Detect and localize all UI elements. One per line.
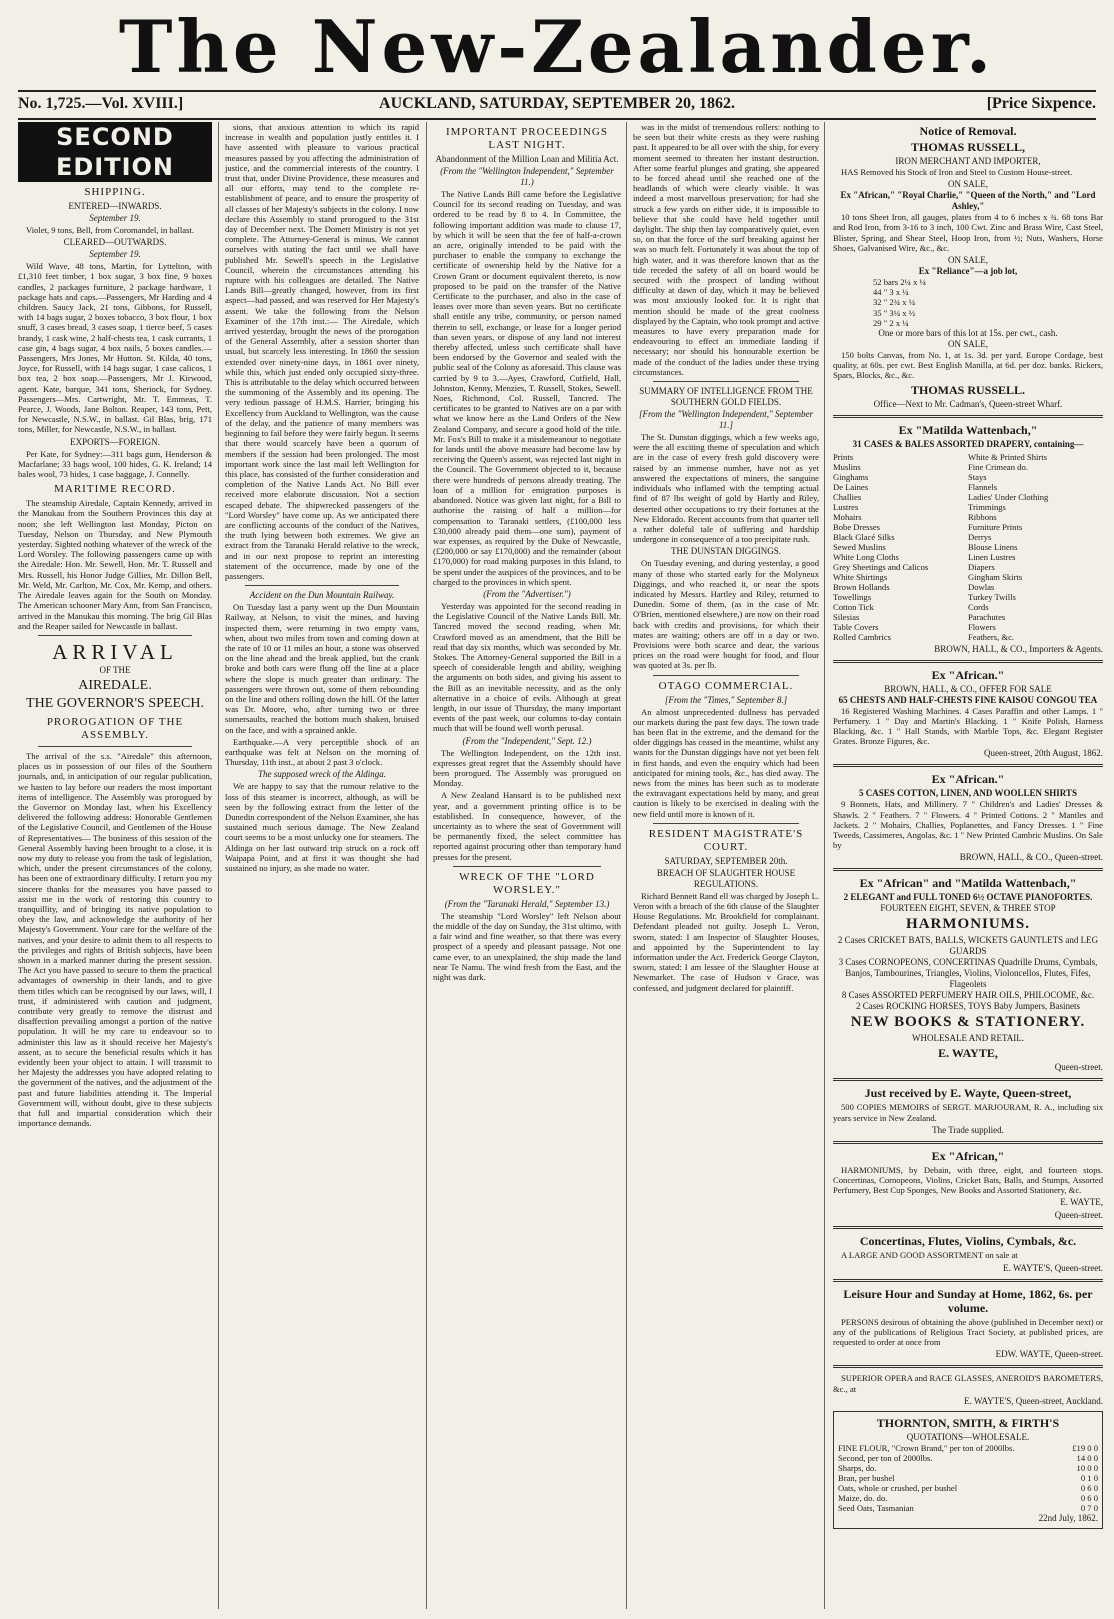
summary-source: [From the "Wellington Independent," September 11.]: [638, 409, 814, 431]
notice-of-removal: Notice of Removal.: [919, 124, 1017, 138]
list-item: De Laines: [833, 481, 869, 492]
resident-date: SATURDAY, SEPTEMBER 20th.: [664, 855, 788, 866]
entered-heading: ENTERED—INWARDS.: [68, 201, 162, 211]
wreck-heading: WRECK OF THE "LORD WORSLEY.": [459, 870, 595, 896]
on-sale-label: ON SALE,: [948, 339, 988, 350]
concertinas-text: A LARGE AND GOOD ASSORTMENT on sale at: [841, 1250, 1018, 1261]
masthead: [0, 4, 1114, 89]
divider: [38, 746, 192, 747]
column-4-body: was in the midst of tremendous rollers: nothing to be seen but their white crests as they were rushing past. It appeared to be all over with the ship, for every moment seemed to threaten her instant destruction. After some fearful plunges and grating, she appeared to be forced ahead until she reached one of the headlands of which were clearly visible. It was indeed a most marvellous preservation; for had she struck a few yards on either side, it is impossible to believe that she could have held together until daylight. The ship then lay comparatively quiet, even so, on that the force of the surf breaking against her was so much felt. Fortunately it was about the top of high water, and it was therefore known that as the tide receded the safety of all on board would be secured with the prospect of landing without difficulty at dawn of day, which it may be believed was most anxiously looked for. It is right that mention should be made of the great coolness displayed by the Captain, who took prompt and active measures to have every preparation made for endeavouring to effect an immediate landing if necessary; nor should his honourable exertion be made of the conduct of the ladies under these trying circumstances.: [633, 122, 819, 377]
advertiser-body: Yesterday was appointed for the second reading in the Legislative Council of the Native Lands Bill. Mr. Tancred moved the second reading, when Mr. Crawford moved as an amendment, that the Bill be read that day six months, which was seconded by Mr. Stokes. The Attorney-General supported the Bill in a speech of considerable length and ability, weighing the arguments on both sides, and giving his assent to the Bill as an inevitable necessity, and as the only alternative in a choice of evils. Although at great length, in our issue of Thursday, the many important events of the past week, our columns to-day contain much that will be found well worth perusal.: [433, 600, 621, 734]
books-heading: NEW BOOKS & STATIONERY.: [850, 1014, 1086, 1031]
list-item: Derrys: [968, 531, 992, 542]
resident-heading: RESIDENT MAGISTRATE'S COURT.: [648, 827, 804, 853]
table-row: [838, 1453, 1098, 1463]
quote-price: 14 0 0: [1076, 1452, 1098, 1463]
quote-price: 0 1 0: [1080, 1472, 1098, 1483]
canvas-items: 150 bolts Canvas, from No. 1, at 1s. 3d. per yard. Europe Cordage, best quality, at 60s. per cwt. Best English Manilla, at 6d. per doz. banks. Rickers, Spars, Blocks, &c., &c.: [833, 350, 1103, 381]
proceedings-heading: IMPORTANT PROCEEDINGS LAST NIGHT.: [446, 126, 608, 151]
divider: [833, 1279, 1103, 1282]
on-sale-label: ON SALE,: [948, 179, 988, 190]
quote-item: Bran, per bushel: [838, 1472, 895, 1483]
airedale-heading: AIREDALE.: [78, 677, 152, 693]
african-heading-3: Ex "African,": [931, 1148, 1005, 1163]
quote-price: 0 6 0: [1080, 1482, 1098, 1493]
independent-source: (From the "Independent," Sept. 12.): [462, 735, 592, 746]
list-item: Ladies' Under Clothing: [968, 491, 1049, 502]
divider: [653, 675, 799, 676]
list-item: Bobe Dresses: [833, 521, 881, 532]
cornopeons-cases: 3 Cases CORNOPEONS, CONCERTINAS Quadrille Drums, Cymbals, Banjos, Tambourines, Triangles, Violins, Violoncellos, Flutes, Fifes, Flageolets: [838, 957, 1098, 990]
divider: [833, 1078, 1103, 1081]
thornton-subheading: QUOTATIONS—WHOLESALE.: [906, 1431, 1030, 1442]
list-item: White Long Cloths: [833, 551, 899, 562]
perfumery-cases: 8 Cases ASSORTED PERFUMERY HAIR OILS, PHILOCOME, &c.: [841, 990, 1095, 1001]
list-item: Diapers: [968, 561, 995, 572]
divider: [453, 866, 601, 867]
russell-text: HAS Removed his Stock of Iron and Steel to Custom House-street.: [841, 167, 1073, 177]
quote-price: 0 6 0: [1080, 1492, 1098, 1503]
cases-31: 31 CASES & BALES ASSORTED DRAPERY, containing—: [852, 438, 1084, 449]
wreck-body: The steamship "Lord Worsley" left Nelson about the middle of the day on Sunday, the 31st ultimo, with a fair wind and fine weather, so that there was every prospect of a speedy and pleasant passage. Not one came ever, to an unexplained, the ship made the land near Te Namu. The wind fresh from the East, and the night was dark.: [433, 910, 621, 983]
list-item: Rolled Cambrics: [833, 631, 891, 642]
list-item: Black Glacé Silks: [833, 531, 895, 542]
list-item: Challies: [833, 491, 862, 502]
russell-signature: THOMAS RUSSELL.: [910, 382, 1026, 397]
divider: [653, 381, 799, 382]
russell-name: THOMAS RUSSELL,: [910, 140, 1026, 154]
tea-chests: 65 CHESTS AND HALF-CHESTS FINE KAISOU CONGOU TEA: [838, 694, 1098, 705]
brown-hall-offer: BROWN, HALL, & CO., OFFER FOR SALE: [884, 683, 1052, 694]
wayte-location: Queen-street.: [1054, 1062, 1103, 1073]
list-item: Ribbons: [968, 511, 997, 522]
list-item: Table Covers: [833, 621, 879, 632]
aldinga-text: We are happy to say that the rumour relative to the loss of this steamer is incorrect, although, as will be seen by the following extract from the letter of the Dunedin correspondent of the Nelson Examiner, she has sustained much serious damage. The New Zealand court seems to be a most unlucky one for steamers. The Aldinga on her last outward trip struck on a rock off Waipapa Point, and at first it was thought she had sustained no injury, as she made no water.: [225, 781, 419, 874]
maritime-text: The steamship Airedale, Captain Kennedy, arrived in the Manukau from the Southern Provinces this day at noon; she left Wellington last Monday, Picton on Tuesday, Nelson on Thursday, and New Plymouth yesterday. Sighted nothing whatever of the wreck of the Lord Worsley. The following passengers came up with the Airedale: Hon. Mr. Sewell, Hon. Mr. T. Russell and Mrs. Russell, his Honor Judge Gillies, Mr. Dillon Bell, Mr. Weld, Mr. Carlton, Mr. Cox, Mr. Kemp, and others. The Airedale leaves again for the South on Monday. The American schooner Mary Ann, from San Francisco, arrived in the Manukau this morning. The brig Gil Blas and the Reaper sailed for Newcastle in ballast.: [18, 498, 212, 631]
wayte-signature-4: E. WAYTE'S, Queen-street, Auckland.: [964, 1395, 1103, 1406]
wayte-signature-3: E. WAYTE'S, Queen-street.: [1003, 1262, 1103, 1273]
entered-date: September 19.: [89, 213, 141, 223]
dateline: [18, 90, 1096, 120]
issue-date: AUCKLAND, SATURDAY, SEPTEMBER 20, 1862.: [379, 95, 735, 112]
list-item: Sewed Muslins: [833, 541, 886, 552]
wreck-source: (From the "Taranaki Herald," September 13.): [444, 898, 610, 909]
list-item: Silesias: [833, 611, 860, 622]
exports-heading: EXPORTS—FOREIGN.: [70, 436, 160, 447]
divider: [245, 585, 399, 586]
dunstan-heading: THE DUNSTAN DIGGINGS.: [670, 546, 782, 557]
shirts-cases: 5 CASES COTTON, LINEN, AND WOOLLEN SHIRTS: [859, 788, 1077, 799]
brown-hall-signature: BROWN, HALL, & CO., Importers & Agents.: [934, 643, 1103, 654]
list-item: Brown Hollands: [833, 581, 890, 592]
quote-price: 10 0 0: [1076, 1462, 1098, 1473]
quote-price: £19 0 0: [1072, 1442, 1098, 1453]
issue-number: No. 1,725.—Vol. XVIII.]: [18, 95, 184, 112]
proceedings-body: The Native Lands Bill came before the Legislative Council for its second reading on Tuesday, and was ordered to be read by 8 to 4. In Committee, the following important addition was made to clause 17, by which it will be seen that the fee of half-a-crown an acre, originally intended to be paid with the purchaser to enable the company to exchange the certificate of ownership held by the Native for a Crown Grant or document equivalent thereto, is now proposed to be paid on the transfer of the Native Certificate to the purchaser, and also in the case of leases over more than seven years. But no certificate shall entitle any tribe, community, or person named therein to sell, exchange, or lease for a longer period than seven years, or dispose of any land not interest thereby affected, unless such certificate shall have been endorsed by the Governor and sealed with the public seal of the Colony as aforesaid. This clause was carried by 9 to 3.—Ayes, Crawford, Cutfield, Hall, Johnston, Kenny, Menzies, T. Russell, Stokes, Sewell. Noes, Richmond, Col. Russell, Tancred. The certificates to be granted to Natives are on a par with what we know here as the Land Orders of the New Zealand Company, and secure a good hold of the title. Mr. Fox's Bill to make it a misdemeanour to negotiate for lands until the above measure had become law by receiving the Queen's assent, was rejected last night in the Council. The Government objected to it, because there were hundreds of persons already treating. The loan of a million for emigration purposes is abandoned. Notice was given last night, for a Bill to authorise the raising of half a million—for compensation to Taranaki settlers, (£100,000 less £30,000 already paid them—one sum), payment of war expenses, as required by the Duke of Newcastle, (£200,000 or say £170,000) and the remainder (about £170,000) for road making purposes in this Island, to be spent under the auspices of the provinces, and to be charged to the provinces in which spent.: [433, 189, 621, 587]
harmoniums-lead: FOURTEEN EIGHT, SEVEN, & THREE STOP: [880, 903, 1056, 914]
list-item: Linen Lustres: [968, 551, 1016, 562]
shipping-heading: SHIPPING.: [84, 186, 146, 198]
thornton-heading: THORNTON, SMITH, & FIRTH'S: [876, 1415, 1060, 1430]
drapery-list-right: [968, 452, 1103, 642]
divider: [833, 1141, 1103, 1144]
pianofortes: 2 ELEGANT and FULL TONED 6½ OCTAVE PIANOFORTES.: [843, 892, 1093, 903]
reliance-line: Ex "Reliance"—a job lot,: [918, 266, 1018, 277]
rocking-cases: 2 Cases ROCKING HORSES, TOYS Baby Jumpers, Basinets: [856, 1001, 1080, 1012]
divider: [833, 1365, 1103, 1368]
list-item: Cords: [968, 601, 989, 612]
dunstan-body: On Tuesday evening, and during yesterday, a good many of those who started early for the Molyneux Diggings, and who reached it, or near the spots indicated by Messrs. Hartley and Riley, returned to Dunedin. Some of them, (as in the case of Mr. O'Brien, mentioned elsewhere,) are now on their road back with credits and provisions, for which their mates are waiting; others are off in a day or two. Provisions were both scarce and dear, the various prices on the road were bought for food, and flour was quoted at 3s. per lb.: [633, 558, 819, 671]
bars-item: 52 bars 2¼ x ¼: [873, 277, 926, 288]
list-item: Feathers, &c.: [968, 631, 1015, 642]
prorogation-heading: PROROGATION OF THE ASSEMBLY.: [46, 715, 184, 741]
wayte-signature-2: E. WAYTE,: [1060, 1197, 1103, 1208]
earthquake-text: Earthquake.—A very perceptible shock of an earthquake was felt at Nelson on the morning of Thursday, 11th inst., at about 2 past 3 o'clock.: [225, 736, 419, 768]
cleared-date: September 19.: [89, 249, 141, 260]
quote-item: Second, per ton of 2000lbs.: [838, 1452, 933, 1463]
bars-item: 32 " 2¾ x ¼: [873, 297, 916, 308]
wayte-name: E. WAYTE,: [938, 1046, 998, 1061]
column-3: [426, 122, 627, 1609]
second-edition-banner: SECOND EDITION: [18, 122, 212, 182]
resident-body: Richard Bennett Rand ell was charged by Joseph L. Veron with a breach of the 6th clause of the Slaughter House Regulations. Mr. Brookfield for complainant. Defendant pleaded not guilty. Joseph L. Veron, sworn, stated: I am Inspector of Slaughter Houses, and appointed by the Superintendent to lay information under the Act. Frederick George Clayton, sworn, stated: I am lessee of the Slaughter House at Newmarket. The case of Hudson v Grace, was confessed, and judgment declared for plaintiff.: [633, 890, 819, 993]
otago-source: [From the "Times," September 8.]: [664, 694, 788, 705]
list-item: Mohairs: [833, 511, 862, 522]
column-2: [218, 122, 425, 1609]
drapery-list-left: [833, 452, 968, 642]
list-item: Cotton Tick: [833, 601, 874, 612]
otago-body: An almost unprecedented dullness has pervaded our markets during the past few days. The town trade has been flat in the extreme, and the demand for the older diggings has ceased in the meantime, whilst any wants for the Dunstan diggings have not yet been felt in first hands, and even the enquiry which had been anticipated for mining tools, &c., has died away. The news from the mines has been such as to moderate the extravagant expectations held by many, and great caution is likely to be exercised in dealing with the new field until more is known of it.: [633, 706, 819, 819]
bars-item: 44 " 3 x ¼: [873, 287, 909, 298]
divider: [833, 868, 1103, 871]
list-item: Furniture Prints: [968, 521, 1023, 532]
accident-text: On Tuesday last a party went up the Dun Mountain Railway, at Nelson, to visit the mines, and having inspected them, were returning in two empty vans, when, about two miles from town and coming down at the rate of 10 or 11 miles an hour, a stone was observed on the line ahead and the break applied, but the crank broke and both cars were flung off the line at a place where the slope is much greater than ordinary. The passengers were thrown out, some of them rebounding on the line and others rolling down the hill. Of the latter was Dr. Moore, who, after turning two or three somersaults, reached the bottom much shaken, bruised on the face, and with a sprained ankle.: [225, 602, 419, 735]
quote-item: Seed Oats, Tasmanian: [838, 1502, 914, 1513]
exports-text: Per Kate, for Sydney:—311 bags gum, Henderson & Macfarlane; 33 bags wool, 100 hides, G. K. Ireland; 14 bales wool, 73 hides, 1 case baggage, J. Connelly.: [18, 448, 212, 480]
bars-note: One or more bars of this lot at 15s. per cwt., cash.: [878, 328, 1058, 339]
russell-trade: IRON MERCHANT AND IMPORTER,: [895, 156, 1041, 166]
thornton-quotations: [833, 1411, 1103, 1529]
wayte-location-2: Queen-street.: [1054, 1210, 1103, 1221]
table-row: [838, 1503, 1098, 1513]
list-item: White Shirtings: [833, 571, 888, 582]
outwards-text: Wild Wave, 48 tons, Martin, for Lyttelton, with £1,310 feet timber, 1 box sugar, 3 box fine, 9 boxes candles, 2 packages furniture, 2 package hardware, 1 package hats and caps.—Passengers, Mr Harding and 4 children. Saucy Jack, 21 tons, Gibbons, for Russell, with 14 bags sugar, 2 boxes tobacco, 3 box flour, 1 box snuff, 3 cases bread, 3 cases soap, 1 tierce beef, 5 cases brandy, 1 cask wine, 2 half-chests tea, 1 cask currants, 1 case gin, 4 bags sugar, 4 box nails, 5 boxes candles.—Passengers, Mrs Jones, Mr Hutton. St. Kilda, 40 tons, Joyce, for Russell, with 14 bags sugar, 1 case calicos, 1 box tea, 2 box soap.—Passengers, Mr J. Kirwood, agent. Kate, barque, 341 tons, Sheriock, for Sydney. Passengers—Mrs. Cartwright, Mr. T. Emmeas, T. Pearce, J. Woods, Jane Bolton. Reaper, 143 tons, Pett, for Newcastle, N.S.W., in ballast. Gil Blas, brig, 171 tons, Miller, for Newcastle, N.S.W., in ballast.: [18, 261, 212, 435]
list-item: Muslins: [833, 461, 861, 472]
trade-supplied: The Trade supplied.: [932, 1124, 1004, 1135]
list-item: Prints: [833, 451, 854, 462]
list-item: White & Printed Shirts: [968, 451, 1048, 462]
memoirs-copies: 500 COPIES MEMOIRS of SERGT. MARJOURAM, R. A., including six years service in New Zealand.: [833, 1102, 1103, 1123]
column-4: [626, 122, 825, 1609]
list-item: Gingham Skirts: [968, 571, 1023, 582]
column-2-body: sions, that anxious attention to which its rapid increase in wealth and population justly entitles it. I have assented with pleasure to various practical measures passed by you affecting the administration of justice, and the commercial interests of the country. I trust that, under Divine Providence, these measures and all our efforts, may tend to the complete re-establishment of peace, and to ensure the prosperity of all classes of her Majesty's subjects in the colony. I now declare this Assembly to stand prorogued to the 31st day of December next. The Domett Ministry is not yet complete. The Attorney-General is minus. We cannot ourselves with stating the fact until we shall have published Mr. Sewell's speech in the Legislative Council, wherein the circumstances attending his rupture with his colleagues are detailed. The Native Lands Bill—greatly changed, however, from its first aspect—had passed, and was reserved for Her Majesty's assent. We take the following from the Nelson Examiner of the 17th inst.:— The Airedale, which arrived yesterday, brought the news of the prorogation of the General Assembly, after a session shorter than usual, but scarcely less interesting. In 1860 the session extended over ninety-nine days, in 1861 over ninety, while this, which just ended only occupied sixty-three. This is attributable to the delay which occurred between the summoning of the Assembly and its opening. The very tedious passage of H.M.S. Harrier, bringing his Excellency from Auckland to Wellington, was the cause of the delay, and the patience of many members was beginning to fail before they were fairly begun. It seems that there would scarcely have been a quorum of members if the session had been prolonged. The most important work since the last mail left Wellington for this place, has consisted of the further consideration and completion of the Native Lands Act. No Bill ever received more elaborate discussion. Not a section escaped debate. The shipwrecked passengers of the "Lord Worsley" have come up. As we anticipated there are conflicting accounts of the conduct of the Natives, the truth lying between both extremes. We give an extract from the Taranaki Herald relative to the wreck, and in our next propose to reprint an interesting statement of the occurrence, made by one of the passengers.: [225, 122, 419, 581]
list-item: Fine Crimean do.: [968, 461, 1028, 472]
iron-items: 10 tons Sheet Iron, all gauges, plates from 4 to 6 inches x ¾. 68 tons Bar and Rod Iron, from 3-16 to 3 inch, 100 Cwt. Zinc and Brass Wire, Cast Steel, Blister, Spring, and Shear Steel, Hoop Iron, from ½; Nuts, Washers, Horse Shoes, Galvanised Wire, &c., &c.: [833, 212, 1103, 253]
summary-body: The St. Dunstan diggings, which a few weeks ago, were the all exciting theme of speculation and which are in the case of every fresh gold discovery were raised by an immense number, have not as yet answered the expectations of miners, the sanguine individuals who inflamed with the tempting actual find of 87 lbs weight of gold by Hartly and Riley, deserted other occupations to try their fortunes at the New Eldorado. Recent accounts from that quarter tell a rather doleful tale of suffering and hardship undergone in consequence of a too precipitate rush.: [633, 432, 819, 545]
list-item: Blouse Linens: [968, 541, 1018, 552]
newspaper-title: The New-Zealander.: [118, 4, 996, 89]
list-item: Flannels: [968, 481, 998, 492]
drapery-list: [833, 452, 1103, 642]
quote-item: Oats, whole or crushed, per bushel: [838, 1482, 958, 1493]
bars-item: 35 " 3¼ x ½: [873, 307, 916, 318]
divider: [833, 415, 1103, 418]
on-sale-label: ON SALE,: [948, 255, 988, 266]
ex-ships-line: Ex "African," "Royal Charlie," "Queen of the North," and "Lord Ashley,": [840, 190, 1096, 212]
bars-item: 29 " 2 x ¼: [873, 317, 909, 328]
governors-speech-heading: THE GOVERNOR'S SPEECH.: [26, 695, 204, 711]
table-row: [838, 1473, 1098, 1483]
harmoniums-heading: HARMONIUMS.: [906, 916, 1030, 933]
divider: [833, 764, 1103, 767]
divider: [833, 660, 1103, 663]
inwards-text: Violet, 9 tons, Bell, from Coromandel, in ballast.: [26, 225, 194, 235]
divider: [38, 635, 192, 636]
list-item: Ginghams: [833, 471, 869, 482]
list-item: Parachutes: [968, 611, 1006, 622]
just-received: Just received by E. Wayte, Queen-street,: [864, 1086, 1072, 1101]
russell-office: Office—Next to Mr. Cadman's, Queen-street Wharf.: [873, 398, 1063, 409]
divider: [833, 1226, 1103, 1229]
column-1: [18, 122, 218, 1609]
divider: [653, 823, 799, 824]
cricket-cases: 2 Cases CRICKET BATS, BALLS, WICKETS GAUNTLETS and LEG GUARDS: [837, 935, 1099, 957]
list-item: Flowers: [968, 621, 996, 632]
leisure-heading: Leisure Hour and Sunday at Home, 1862, 6s. per volume.: [843, 1286, 1093, 1315]
of-the-heading: OF THE: [99, 664, 131, 675]
quote-item: Maize, do. do.: [838, 1492, 888, 1503]
aldinga-heading: The supposed wreck of the Aldinga.: [258, 769, 386, 780]
wholesale-line: WHOLESALE AND RETAIL.: [911, 1033, 1024, 1044]
accident-heading: Accident on the Dun Mountain Railway.: [249, 590, 395, 601]
quote-price: 0 7 0: [1080, 1502, 1098, 1513]
cleared-heading: CLEARED—OUTWARDS.: [63, 237, 167, 248]
quotations-table: [838, 1443, 1098, 1513]
list-item: Towellings: [833, 591, 872, 602]
african-heading-2: Ex "African.": [931, 772, 1005, 787]
advertiser-source: (From the "Advertiser."): [483, 588, 571, 599]
list-item: Dowlas: [968, 581, 995, 592]
arrival-heading: ARRIVAL: [52, 639, 178, 664]
summary-heading: SUMMARY OF INTELLIGENCE FROM THE SOUTHERN GOLD FIELDS.: [639, 386, 813, 408]
quotations-date: 22nd July, 1862.: [1038, 1512, 1098, 1523]
column-5-advertisements: [824, 122, 1103, 1609]
list-item: Grey Sheetings and Calicos: [833, 561, 929, 572]
harmoniums-text: HARMONIUMS, by Debain, with three, eight, and fourteen stops. Concertinas, Cornopeons, Violins, Cricket Bats, Balls, and Stumps, Assorted Perfumery, Best Cup Sponges, New Books and Assorted Stationery, &c.: [833, 1164, 1103, 1196]
pianos-ex: Ex "African" and "Matilda Wattenbach,": [859, 876, 1077, 891]
brown-hall-signature-2: BROWN, HALL, & CO., Queen-street.: [959, 852, 1103, 863]
list-item: Stays: [968, 471, 987, 482]
resident-subheading: BREACH OF SLAUGHTER HOUSE REGULATIONS.: [656, 867, 796, 889]
concertinas-heading: Concertinas, Flutes, Violins, Cymbals, &c.: [859, 1234, 1077, 1249]
list-item: Lustres: [833, 501, 859, 512]
tea-date: Queen-street, 20th August, 1862.: [984, 748, 1103, 759]
proceedings-source: (From the "Wellington Independent," September 11.): [440, 166, 614, 187]
tea-items: 16 Registered Washing Machines. 4 Cases Paraffin and other Lamps. 1 " Perfumery. 1 " Day and Martin's Blacking. 1 " Knife Polish, Harness Blacking, &c. 1 " Hall Stands, with Marble Tops, &c. Elegant Register Grates. Bronze Figures, &c.: [833, 705, 1103, 747]
leisure-text: PERSONS desirous of obtaining the above (published in December next) or any of the publications of Religious Tract Society, at published prices, are requested to order at once from: [833, 1316, 1103, 1348]
list-item: Trimmings: [968, 501, 1006, 512]
hansard-notice: A New Zealand Hansard is to be published next year, and a government printing office is to be established. In consequence, however, of the uncertainty as to where the seat of Government will be permanently fixed, the select committee has reported against procuring other than temporary hand presses for the present.: [433, 790, 621, 862]
proceedings-subheading: Abandonment of the Million Loan and Militia Act.: [435, 154, 619, 164]
quote-item: Sharps, do.: [838, 1462, 877, 1473]
opera-glasses: SUPERIOR OPERA and RACE GLASSES, ANEROID'S BAROMETERS, &c., at: [833, 1373, 1103, 1394]
speech-body: The arrival of the s.s. "Airedale" this afternoon, places us in possession of our files of the Southern journals, and, in anticipation of our regular publication, we hasten to lay before our readers the most important items of intelligence. The Assembly was prorogued by the Governor on Monday last, when his Excellency delivered the following address: Honorable Gentlemen of the Legislative Council, and Gentlemen of the House of Representatives— The business of this session of the General Assembly having been brought to a close, it is now my duty to release you from the task of legislation, which, under the present circumstances of the colony, has been one of extraordinary difficulty. I return you my sincere thanks for the measures you have passed to assist me in the work of restoring this country to tranquillity, and of bringing its native population to obey the law, and acknowledge the authority of her Majesty's Government. Your care for the welfare of the natives, and your desire to admit them to all respects to the privileges and rights of British subjects, have been shown in a marked manner during the present session. The Act you have passed to secure to them the practical advantages of ownership in their lands, and to give them titles which can be recognised by our laws, will, I trust, if administered with caution and judgment, contribute very greatly to remove the distrust and disaffection prevailing amongst a portion of the native population. It will be my care to endeavour so to administer this law as it should receive her Majesty's assent, as to secure the beneficial results which it has evidently been your object to attain. I will transmit to her Majesty the addresses you have adopted relating to the government of the natives, and the adjustment of the past and future liabilities attending it. The Imperial Government will, without doubt, give to these subjects that full and impartial consideration which their importance demands.: [18, 750, 212, 1129]
table-row: [838, 1493, 1098, 1503]
wattenbach-heading: Ex "Matilda Wattenbach,": [898, 422, 1038, 437]
cases-list: 9 Bonnets, Hats, and Millinery. 7 " Children's and Ladies' Dresses & Shawls. 2 " Feathers. 7 " Flowers. 4 " Printed Cottons. 2 " Mantles and Jackets. 2 " Mohairs, Challies, Poplanettes, and Fancy Dresses. 1 " Fine Tweeds, Cassimeres, Angolas, &c. 1 " New Printed Cambric Muslins. On Sale by: [833, 799, 1103, 851]
table-row: [838, 1483, 1098, 1493]
list-item: Turkey Twills: [968, 591, 1016, 602]
african-heading: Ex "African.": [931, 667, 1005, 682]
columns: [18, 122, 1103, 1609]
maritime-heading: MARITIME RECORD.: [54, 483, 176, 496]
table-row: [838, 1463, 1098, 1473]
edw-wayte-signature: EDW. WAYTE, Queen-street.: [995, 1349, 1103, 1360]
table-row: [838, 1443, 1098, 1453]
quote-item: FINE FLOUR, "Crown Brand," per ton of 2000lbs.: [838, 1442, 1015, 1453]
independent-body: The Wellington Independent, on the 12th inst. expresses great regret that the Assembly should have been prorogued. The Assembly was prorogued on Monday.: [433, 747, 621, 789]
bars-list: [833, 277, 1103, 328]
issue-price: [Price Sixpence.: [986, 95, 1096, 112]
otago-heading: OTAGO COMMERCIAL.: [658, 679, 794, 692]
